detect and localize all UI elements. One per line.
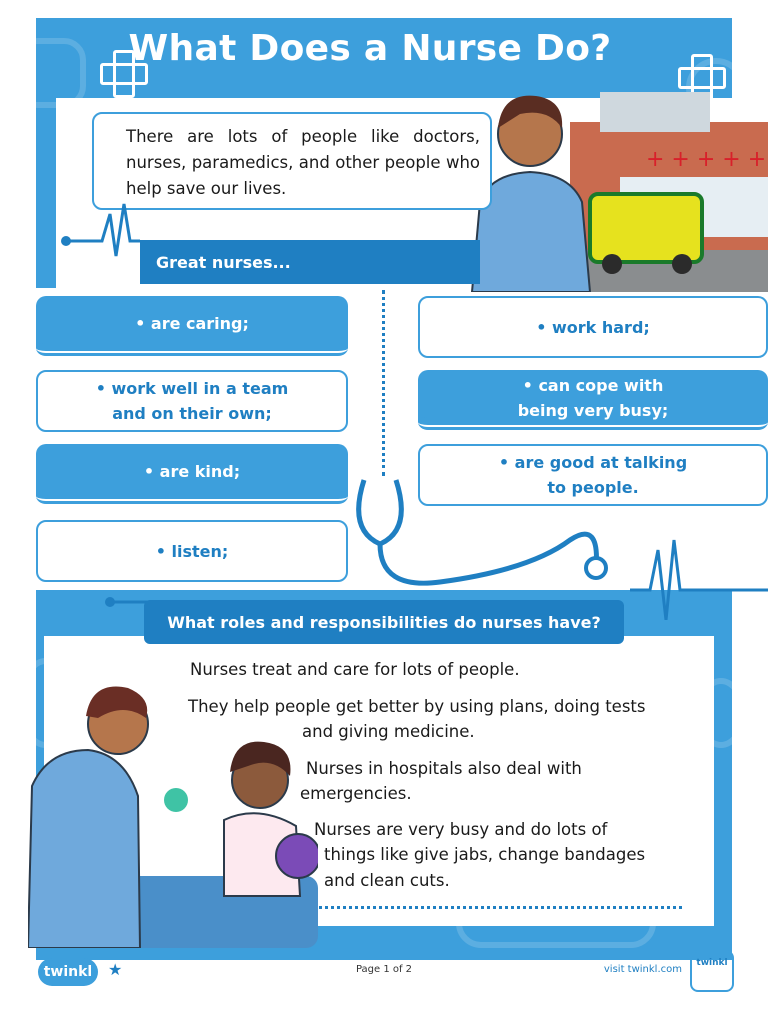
trait-listen (36, 520, 348, 582)
trait-text: • are kind; (143, 462, 241, 481)
trait-text: • work well in a team and on their own; (95, 379, 289, 423)
roles-line: emergencies. (300, 784, 412, 803)
trait-busy (418, 370, 768, 432)
ambulance-wheel (602, 254, 622, 274)
great-nurses-heading: Great nurses... (140, 240, 480, 284)
roles-line: Nurses in hospitals also deal with (306, 759, 582, 778)
roles-heading: What roles and responsibilities do nurses have? (144, 600, 624, 644)
roles-line: things like give jabs, change bandages (324, 845, 646, 864)
page-number: Page 1 of 2 (355, 964, 413, 975)
roles-line: and clean cuts. (324, 871, 450, 890)
intro-text: There are lots of people like doctors, nurses, paramedics, and other people who help save our lives. (126, 127, 480, 198)
twinkl-logo[interactable]: twinkl (38, 958, 98, 986)
quality-badge (690, 950, 734, 992)
trait-kind (36, 444, 348, 506)
roles-line: Nurses are very busy and do lots of (314, 820, 608, 839)
trait-text: • work hard; (536, 317, 650, 337)
glove (164, 788, 188, 812)
trait-work-hard (418, 296, 768, 358)
trait-caring (36, 296, 348, 358)
roles-line: Nurses treat and care for lots of people. (190, 660, 520, 679)
star-icon: ★ (108, 960, 123, 979)
visit-link[interactable]: visit twinkl.com (603, 964, 682, 975)
trait-text: • listen; (155, 541, 229, 561)
red-crosses: + + + + + (646, 147, 767, 172)
page-title: What Does a Nurse Do? (128, 28, 612, 69)
trait-text: • are caring; (135, 314, 249, 333)
connector-line (104, 594, 148, 610)
teddy-bear (276, 834, 318, 878)
quality-badge-label: twinkl (696, 958, 728, 968)
nurse-uniform (28, 750, 140, 948)
dotted-divider (382, 290, 385, 476)
trait-text: • can cope with being very busy; (517, 375, 669, 420)
hospital-roof (600, 92, 710, 132)
dotted-divider (312, 906, 682, 909)
roles-line: and giving medicine. (302, 722, 475, 741)
stethoscope-icon (340, 470, 768, 620)
nurse-child-illustration (28, 676, 318, 948)
ambulance (590, 194, 702, 262)
ambulance-wheel (672, 254, 692, 274)
nurse-hospital-illustration (460, 82, 768, 292)
trait-text: • are good at talking to people. (498, 453, 688, 497)
roles-line: They help people get better by using plans, doing tests (188, 697, 646, 716)
trait-teamwork (36, 370, 348, 432)
